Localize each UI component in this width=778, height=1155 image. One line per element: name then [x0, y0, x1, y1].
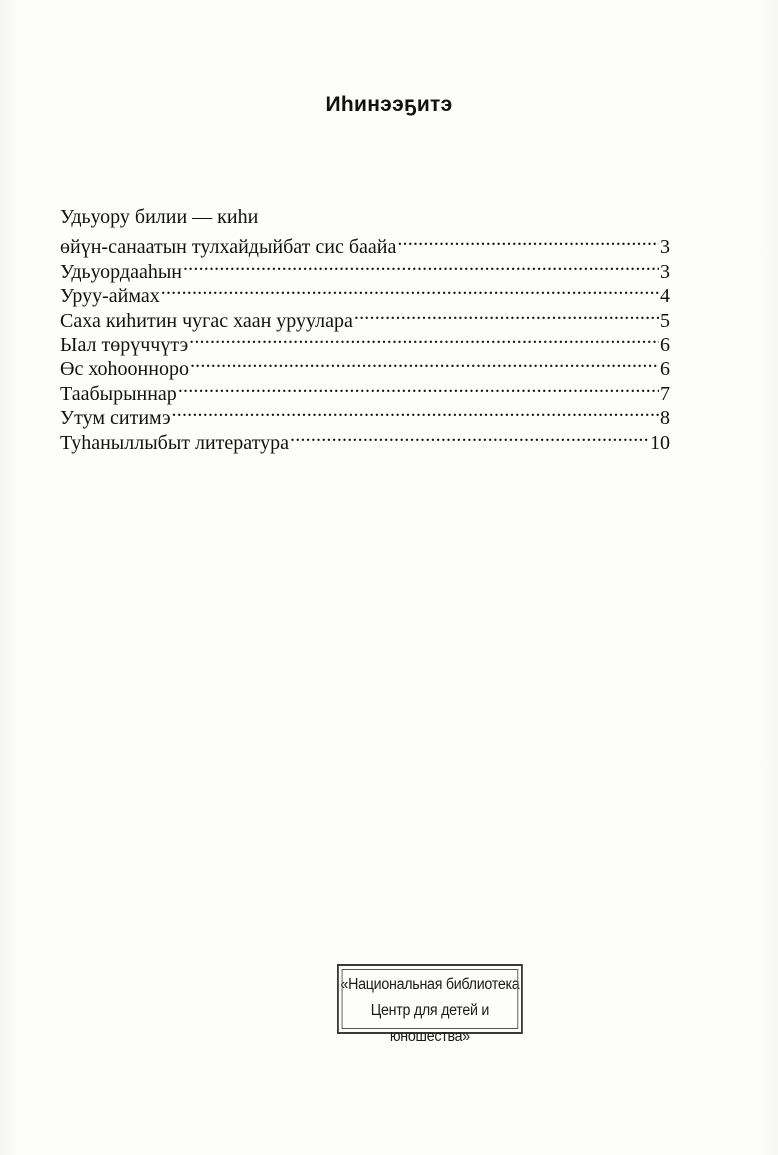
toc-entry-label: Туһаныллыбыт литература: [60, 431, 290, 454]
toc-entry-page: 7: [660, 382, 670, 405]
leader-dots: [290, 425, 649, 449]
toc-entry-label: Өс хоһооннорo: [60, 358, 189, 381]
toc-entry-label: Таабырыннар: [60, 382, 177, 405]
toc-entry-page: 4: [660, 285, 670, 308]
toc-entry-label: өйүн-санаатын тулхайдыйбат сис баайа: [60, 236, 397, 259]
stamp-line-2: Центр для детей и юношества»: [370, 1002, 490, 1045]
stamp-line-1: «Национальная библиотека: [340, 976, 520, 993]
toc-entry-label: Ыал төрүччүтэ: [60, 333, 189, 356]
leader-dots: [183, 254, 659, 278]
toc-entry-label: Саха киһитин чугас хаан урууларa: [60, 309, 353, 332]
leader-dots: [397, 229, 659, 253]
toc-entry-heading: [60, 205, 670, 229]
leader-dots: [354, 303, 659, 327]
toc-entry-page: 6: [660, 358, 670, 381]
toc-entry-page: 10: [650, 431, 670, 454]
toc-entry-label: Удьуордааһын: [60, 260, 182, 283]
library-stamp: [337, 964, 523, 1045]
toc-entry: [60, 229, 670, 259]
toc-entry-page: 6: [660, 333, 670, 356]
page-title: Иһинээҕитэ: [325, 93, 453, 116]
toc-entry-label: Утум ситимэ: [60, 407, 171, 430]
toc-entry-page: 3: [660, 236, 670, 259]
toc-entry-page: 3: [660, 260, 670, 283]
leader-dots: [178, 376, 659, 400]
toc-entry-label: Уруу-аймах: [60, 285, 160, 308]
leader-dots: [189, 327, 659, 351]
leader-dots: [161, 278, 659, 302]
leader-dots: [172, 400, 659, 424]
leader-dots: [190, 351, 659, 375]
table-of-contents: [60, 205, 670, 454]
toc-entry-page: 8: [660, 407, 670, 430]
toc-entry-page: 5: [660, 309, 670, 332]
toc-entry-label: Удьуору билии — киһи: [60, 206, 259, 228]
